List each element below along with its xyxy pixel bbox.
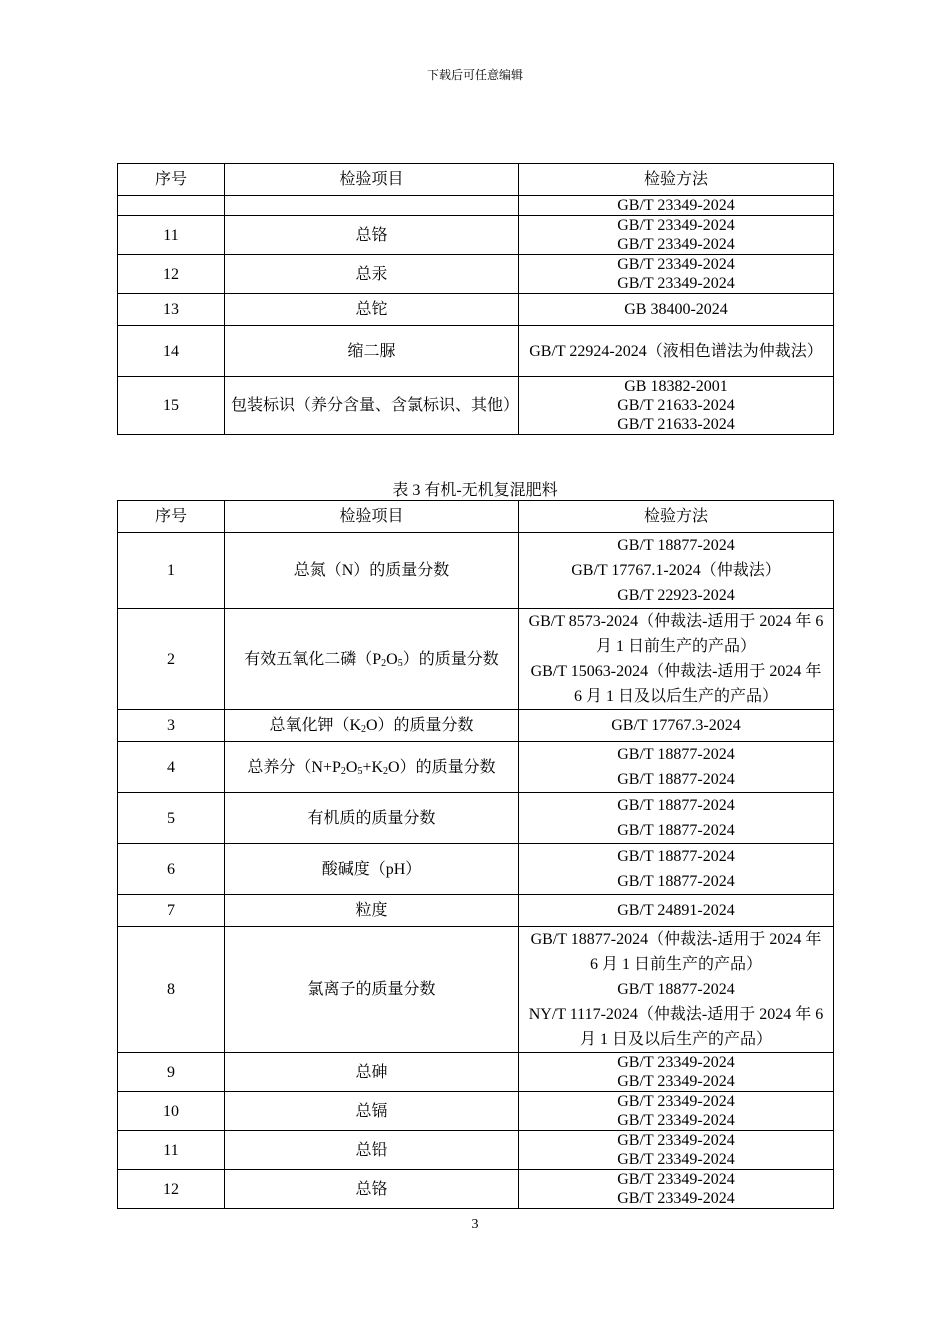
row-number: 7 [118, 895, 225, 927]
row-item: 总氮（N）的质量分数 [225, 533, 519, 609]
row-item: 总砷 [225, 1053, 519, 1092]
row-methods [519, 216, 834, 255]
table-continued [117, 163, 834, 435]
row-item [225, 609, 519, 710]
method-line: GB/T 23349-2024 [617, 1132, 735, 1149]
row-number: 13 [118, 294, 225, 326]
table-row [118, 927, 834, 1053]
row-methods [519, 844, 834, 895]
item-text: O）的质量分数 [388, 758, 496, 776]
row-methods [519, 1131, 834, 1170]
row-methods [519, 710, 834, 742]
row-number: 11 [118, 1131, 225, 1170]
row-number: 15 [118, 377, 225, 435]
table-row [118, 255, 834, 294]
subscript: 5 [397, 657, 403, 669]
row-item: 总铬 [225, 216, 519, 255]
item-text: O）的质量分数 [366, 717, 474, 734]
column-header: 检验方法 [519, 164, 834, 196]
item-text: ）的质量分数 [402, 650, 499, 668]
method-line: GB/T 23349-2024 [617, 217, 735, 234]
table-row [118, 793, 834, 844]
table-row [118, 1170, 834, 1209]
row-methods [519, 1053, 834, 1092]
row-item: 总汞 [225, 255, 519, 294]
table-header-row [118, 164, 834, 196]
item-text: 有效五氧化二磷（P [244, 650, 382, 668]
row-item: 总铊 [225, 294, 519, 326]
method-line: GB/T 21633-2024 [617, 416, 735, 433]
table-row [118, 1092, 834, 1131]
table-3 [117, 500, 834, 1209]
method-line: GB/T 23349-2024 [617, 1190, 735, 1207]
column-header: 检验项目 [225, 501, 519, 533]
method-line: GB/T 18877-2024 [617, 873, 735, 890]
method-line: GB/T 18877-2024 [617, 771, 735, 788]
row-item: 缩二脲 [225, 326, 519, 377]
row-item [225, 710, 519, 742]
row-number [118, 196, 225, 216]
item-text: O [386, 650, 398, 668]
table-row [118, 294, 834, 326]
row-item: 总镉 [225, 1092, 519, 1131]
method-line: GB/T 22923-2024 [617, 587, 735, 604]
table-row [118, 742, 834, 793]
row-methods [519, 793, 834, 844]
method-line: GB 18382-2001 [624, 378, 728, 395]
method-line: GB/T 17767.1-2024（仲裁法） [571, 562, 781, 579]
method-line: GB/T 23349-2024 [617, 1171, 735, 1188]
table-row [118, 710, 834, 742]
method-line: GB/T 23349-2024 [617, 256, 735, 273]
row-number: 6 [118, 844, 225, 895]
row-methods [519, 533, 834, 609]
row-item: 包装标识（养分含量、含氯标识、其他） [225, 377, 519, 435]
column-header: 检验方法 [519, 501, 834, 533]
row-item: 总铅 [225, 1131, 519, 1170]
method-line: GB 38400-2024 [624, 301, 728, 318]
method-line: GB/T 18877-2024 [617, 981, 735, 998]
row-number: 12 [118, 1170, 225, 1209]
item-text: +K [362, 758, 384, 776]
row-item: 粒度 [225, 895, 519, 927]
subscript: 2 [381, 657, 387, 669]
row-number: 1 [118, 533, 225, 609]
row-item: 酸碱度（pH） [225, 844, 519, 895]
table-caption: 表 3 有机-无机复混肥料 [392, 482, 558, 499]
row-number: 8 [118, 927, 225, 1053]
table-row [118, 216, 834, 255]
row-methods [519, 377, 834, 435]
method-line: GB/T 23349-2024 [617, 1093, 735, 1110]
table-row [118, 196, 834, 216]
row-item: 氯离子的质量分数 [225, 927, 519, 1053]
table-row [118, 533, 834, 609]
method-line: GB/T 18877-2024 [617, 746, 735, 763]
row-item [225, 196, 519, 216]
method-line: GB/T 17767.3-2024 [611, 717, 741, 734]
row-number: 10 [118, 1092, 225, 1131]
item-text: O [345, 758, 358, 776]
method-line: GB/T 23349-2024 [617, 1073, 735, 1090]
table-row [118, 609, 834, 710]
table-row [118, 1131, 834, 1170]
subscript: 2 [340, 765, 346, 777]
method-line: GB/T 18877-2024 [617, 797, 735, 814]
row-number: 12 [118, 255, 225, 294]
table-row [118, 326, 834, 377]
method-line: GB/T 21633-2024 [617, 397, 735, 414]
row-item [225, 742, 519, 793]
row-number: 14 [118, 326, 225, 377]
method-line: NY/T 1117-2024（仲裁法-适用于 2024 年 6 月 1 日及以后生产的产品） [528, 1006, 824, 1048]
item-text: 总养分（N+P [247, 758, 341, 776]
subscript: 5 [357, 765, 363, 777]
row-number: 5 [118, 793, 225, 844]
table-row [118, 895, 834, 927]
row-methods [519, 294, 834, 326]
method-line: GB/T 18877-2024 [617, 822, 735, 839]
row-number: 2 [118, 609, 225, 710]
method-line: GB/T 18877-2024（仲裁法-适用于 2024 年 6 月 1 日前生产的产品） [530, 931, 822, 973]
method-line: GB/T 23349-2024 [617, 1054, 735, 1071]
row-methods: GB/T 22924-2024（液相色谱法为仲裁法） [519, 326, 834, 377]
method-line: GB/T 8573-2024（仲裁法-适用于 2024 年 6 月 1 日前生产的产品） [528, 613, 824, 655]
column-header: 序号 [118, 501, 225, 533]
method-line: GB/T 18877-2024 [617, 848, 735, 865]
method-line: GB/T 23349-2024 [617, 1112, 735, 1129]
row-number: 3 [118, 710, 225, 742]
page-number: 3 [471, 1217, 479, 1232]
method-line: GB/T 23349-2024 [617, 236, 735, 253]
table-row [118, 1053, 834, 1092]
method-line: GB/T 24891-2024 [617, 902, 735, 919]
method-line: GB/T 23349-2024 [617, 275, 735, 292]
method-line: GB/T 23349-2024 [617, 1151, 735, 1168]
row-methods [519, 895, 834, 927]
row-methods [519, 609, 834, 710]
row-methods [519, 927, 834, 1053]
row-number: 4 [118, 742, 225, 793]
subscript: 2 [383, 765, 389, 777]
method-line: GB/T 18877-2024 [617, 537, 735, 554]
row-item: 有机质的质量分数 [225, 793, 519, 844]
row-methods [519, 742, 834, 793]
table-row [118, 377, 834, 435]
column-header: 检验项目 [225, 164, 519, 196]
row-item: 总铬 [225, 1170, 519, 1209]
item-text: 总氧化钾（K [269, 717, 361, 734]
table-header-row [118, 501, 834, 533]
row-methods [519, 196, 834, 216]
header-note: 下载后可任意编辑 [426, 68, 523, 82]
table-row [118, 844, 834, 895]
method-line: GB/T 23349-2024 [617, 197, 735, 214]
row-number: 11 [118, 216, 225, 255]
method-line: GB/T 15063-2024（仲裁法-适用于 2024 年 6 月 1 日及以后生产的产品） [530, 663, 822, 705]
subscript: 2 [361, 724, 366, 735]
column-header: 序号 [118, 164, 225, 196]
row-methods [519, 1092, 834, 1131]
row-methods [519, 1170, 834, 1209]
row-methods [519, 255, 834, 294]
row-number: 9 [118, 1053, 225, 1092]
